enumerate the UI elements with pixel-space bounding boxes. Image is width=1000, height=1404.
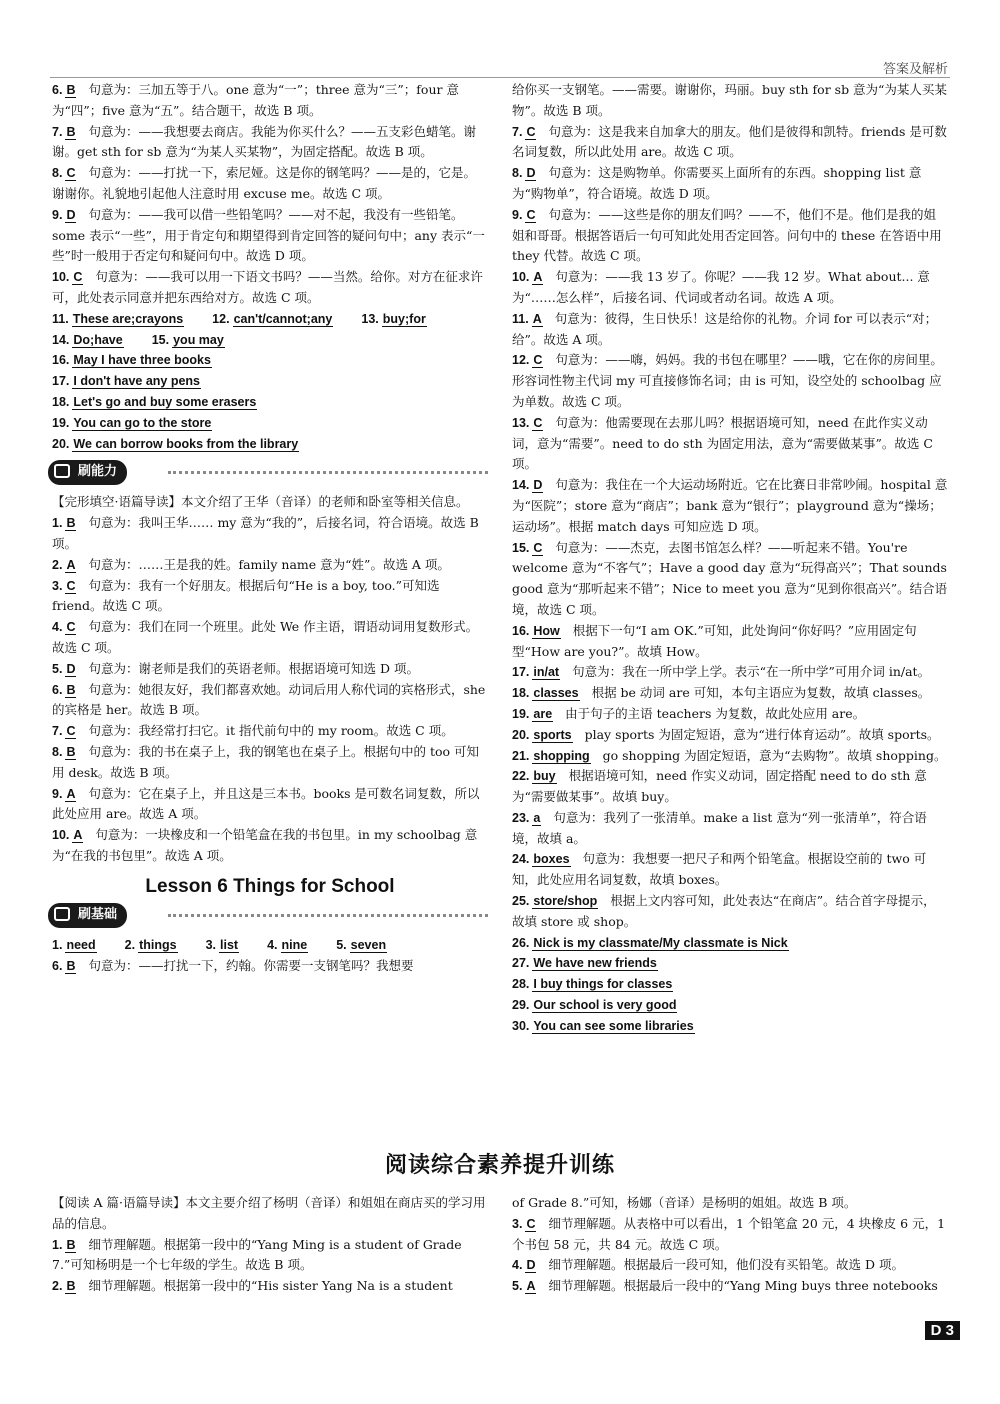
answer-item [512,122,948,164]
answer-item [512,621,948,663]
item-answer: You can go to the store [73,415,212,430]
item-text: 句意为：——嗨，妈妈。我的书包在哪里？——哦，它在你的房间里。形容词性物主代词 my 可直接修饰名词；由 is 可知，设空处的 schoolbag 应为单数。故选 C 项。 [512,352,943,409]
item-number: 19. [512,706,530,721]
answer-item [52,434,488,455]
inline-answer [212,309,345,330]
answer-item [512,725,948,746]
item-answer: C [533,353,543,368]
item-number: 10. [52,828,70,843]
answer-item [512,1255,948,1276]
item-answer: Nick is my classmate/My classmate is Nick [533,935,788,950]
item-answer: How [533,623,560,638]
item-number: 7. [52,724,63,739]
item-answer: buy;for [382,311,426,326]
answer-item [52,80,488,122]
answer-item [512,1214,948,1256]
reading-right-continuation: of Grade 8.”可知，杨娜（音译）是杨明的姐姐。故选 B 项。 [512,1195,857,1210]
item-number: 13. [512,415,530,430]
item-answer: things [139,938,177,953]
item-answer: B [66,83,76,97]
right-items [512,122,948,933]
item-text: 句意为：——打扰一下，索尼娅。这是你的钢笔吗？——是的，它是。谢谢你。礼貌地引起他人注意时用 excuse me。故选 C 项。 [52,165,476,201]
item-text: 句意为：这是我来自加拿大的朋友。他们是彼得和凯特。friends 是可数名词复数，所以此处用 are。故选 C 项。 [512,123,947,160]
item-answer: C [526,207,536,222]
cloze-intro: 【完形填空·语篇导读】本文介绍了王华（音译）的老师和卧室等相关信息。 [52,494,469,510]
header-rule [50,77,950,78]
answer-item [52,163,488,205]
item-answer: seven [350,938,387,953]
item-answer: We have new friends [533,956,657,971]
item-number: 18. [512,686,530,701]
inline-answer [152,330,237,351]
item-number: 30. [512,1018,530,1033]
item-text: 根据语境可知，need 作实义动词，固定搭配 need to do sth 意为“需要做某事”。故填 buy。 [512,768,927,805]
item-answer: C [66,166,76,181]
item-text: 由于句子的主语 teachers 为复数，故此处应用 are。 [565,705,866,721]
item-number: 12. [212,311,230,326]
answer-item [512,350,948,412]
answer-item [52,721,488,742]
item-answer: A [533,270,543,285]
item-text: 句意为：我想要一把尺子和两个铅笔盒。根据设空前的 two 可知，此处应用名词复数，故填 boxes。 [512,851,927,888]
item-answer: A [66,786,76,801]
item-number: 20. [52,436,70,451]
item-number: 8. [52,744,63,759]
item-text: 细节理解题。从表格中可以看出，1 个铅笔盒 20 元，4 块橡皮 6 元，1 个书包 58 元，共 84 元。故选 C 项。 [512,1215,946,1252]
dotted-divider [168,471,488,474]
reading-left-items [52,1235,488,1297]
item-number: 20. [512,727,530,742]
item-text: 句意为：三加五等于八。one 意为“一”；three 意为“三”；four 意为“四”；five 意为“五”。结合题干，故选 B 项。 [52,82,459,118]
dotted-divider [168,914,488,917]
item-answer: B [66,124,76,139]
item-text: 句意为：——杰克，去图书馆怎么样？——听起来不错。You're welcome 意为“不客气”；Have a good day 意为“玩得高兴”；That sounds good 意为“那听起来不错”；Nice to meet you 意为“见到你很高兴”。结合语境，故选 C 项。 [512,539,948,617]
item-text: 句意为：她很友好，我们都喜欢她。动词后用人称代词的宾格形式，she 的宾格是 her。故选 B 项。 [52,681,486,718]
reading-intro: 【阅读 A 篇·语篇导读】本文主要介绍了杨明（音译）和姐姐在商店买的学习用品的信息。 [52,1195,486,1231]
item-answer: C [73,270,83,285]
item-text: 句意为：我们在同一个班里。此处 We 作主语，谓语动词用复数形式。故选 C 项。 [52,619,479,655]
item-answer: a [533,810,541,825]
item-number: 4. [52,620,63,635]
answer-item [52,392,488,413]
item-number: 17. [512,665,530,680]
right-written [512,933,948,1037]
item-answer: classes [533,686,579,701]
item-answer: need [66,938,96,953]
item-number: 2. [124,938,136,953]
answer-item [512,891,948,933]
item-answer: sports [533,727,572,742]
item-text: 句意为：我有一个好朋友。根据后句“He is a boy, too.”可知选 friend。故选 C 项。 [52,577,440,614]
item-text: 句意为：我叫王华…… my 意为“我的”，后接名词，符合语境。故选 B 项。 [52,515,479,551]
item-answer: Let's go and buy some erasers [73,394,257,409]
right-column [512,80,948,1037]
item-text: 句意为：我列了一张清单。make a list 意为“列一张清单”，符合语境，故填 a。 [512,809,927,846]
answer-item [52,1276,488,1297]
answer-item [512,413,948,475]
item-answer: are [533,706,553,721]
item-number: 29. [512,998,530,1013]
section-ability: 刷能力 [48,460,127,485]
item-text: 根据上文内容可知，此处表达“在商店”。结合首字母提示，故填 store 或 shop。 [512,893,936,929]
item-text: 细节理解题。根据第一段中的“His sister Yang Na is a student [88,1278,453,1294]
item-answer: can't/cannot;any [233,311,333,326]
item-text: 句意为：——我想要去商店。我能为你买什么？——五支彩色蜡笔。谢谢。get sth for sb 意为“为某人买某物”，为固定搭配。故选 B 项。 [52,123,476,160]
item-answer: May I have three books [73,353,211,368]
item-text: 细节理解题。根据第一段中的“Yang Ming is a student of Grade 7.”可知杨明是一个七年级的学生。故选 B 项。 [52,1236,462,1273]
item-text: 句意为：一块橡皮和一个铅笔盒在我的书包里。in my schoolbag 意为“在我的书包里”。故选 A 项。 [52,827,478,863]
answer-item [52,205,488,267]
header-title: 答案及解析 [882,62,948,77]
item-number: 18. [52,394,70,409]
item-number: 16. [512,623,530,638]
item-text: 细节理解题。根据最后一段可知，他们没有买铅笔。故选 D 项。 [548,1257,904,1273]
item-number: 16. [52,353,70,368]
item-text: 句意为：这是购物单。你需要买上面所有的东西。shopping list 意为“购物单”，符合语境。故选 D 项。 [512,165,922,201]
item-number: 3. [52,578,63,593]
item-answer: boxes [533,852,570,867]
left-items [52,80,488,309]
item-text: 句意为：谢老师是我们的英语老师。根据语境可知选 D 项。 [88,660,419,676]
answer-item [512,683,948,704]
answer-item [512,704,948,725]
item-number: 2. [52,557,63,572]
section-basic: 刷基础 [48,903,127,928]
answer-item [512,267,948,309]
answer-item [52,513,488,555]
item-number: 13. [361,311,379,326]
answer-item [512,1276,948,1297]
item-answer: B [66,744,76,759]
item-answer: B [66,959,76,974]
item-answer: in/at [533,665,560,680]
item-number: 19. [52,415,70,430]
item-number: 7. [512,124,523,139]
left-written [52,350,488,454]
item-answer: D [526,166,536,181]
item-answer: buy [533,769,556,784]
item-number: 5. [512,1279,523,1294]
item-number: 27. [512,956,530,971]
item-text: 根据下一句“I am OK.”可知，此处询问“你好吗？”应用固定句型“How are you?”。故填 How。 [512,622,917,659]
lesson-title: Lesson 6 Things for School [145,875,395,897]
item-text: 句意为：我住在一个大运动场附近。它在比赛日非常吵闹。hospital 意为“医院”；store 意为“商店”；bank 意为“银行”；playground 意为“操场；运动场”。根据 match days 可知应选 D 项。 [512,477,948,534]
item-number: 14. [512,478,530,493]
item-answer: Do;have [73,332,123,347]
item-number: 4. [512,1258,523,1273]
item-answer: A [532,311,542,326]
item-number: 10. [512,270,530,285]
item-text: 句意为：他需要现在去那儿吗？根据语境可知，need 在此作实义动词，意为“需要”。need to do sth 为固定用法，意为“需要做某事”。故选 C 项。 [512,414,933,472]
answer-item [52,784,488,826]
item-answer: We can borrow books from the library [73,436,299,451]
item-answer: A [526,1279,536,1294]
answer-item [52,122,488,164]
item-answer: I don't have any pens [73,374,201,389]
item-answer: shopping [533,748,590,763]
item-number: 23. [512,810,530,825]
item-number: 1. [52,938,63,953]
item-number: 9. [52,786,63,801]
item-text: 句意为：彼得，生日快乐！这是给你的礼物。介词 for 可以表示“对；给”。故选 A 项。 [512,310,938,347]
item-number: 10. [52,270,70,285]
item-answer: you may [173,332,224,347]
answer-item [512,1016,948,1037]
written-row-1 [52,309,488,330]
answer-item [52,576,488,618]
answer-item [52,680,488,722]
section-basic-banner [48,903,488,927]
item-number: 15. [151,332,170,347]
answer-item [512,995,948,1016]
reading-right-items [512,1214,948,1297]
inline-answer [336,935,399,956]
answer-item [52,659,488,680]
item-number: 25. [512,894,530,909]
answer-item [512,205,948,267]
item-answer: C [66,724,76,739]
reading-title: 阅读综合素养提升训练 [384,1153,615,1178]
item-text: go shopping 为固定短语，意为“去购物”。故填 shopping。 [602,747,947,763]
answer-item [52,617,488,659]
answer-item [512,933,948,954]
page-number: D 3 [925,1321,960,1340]
item-answer: C [526,1216,536,1231]
item-number: 21. [512,748,530,763]
item-answer: C [533,540,543,555]
answer-item [512,746,948,767]
item-text: 句意为：我经常打扫它。it 指代前句中的 my room。故选 C 项。 [88,723,454,739]
answer-item [512,953,948,974]
item-answer: C [526,124,536,139]
item-text: 句意为：……王是我的姓。family name 意为“姓”。故选 A 项。 [88,556,450,572]
item-text: 句意为：我的书在桌子上，我的钢笔也在桌子上。根据句中的 too 可知用 desk。故选 B 项。 [52,743,479,780]
cloze-items [52,513,488,867]
item-number: 3. [205,938,216,953]
answer-item [512,974,948,995]
item-number: 15. [512,540,530,555]
item-number: 22. [512,769,530,784]
item-answer: D [66,207,76,222]
answer-item [512,766,948,808]
item-text: 句意为：——这些是你的朋友们吗？——不，他们不是。他们是我的姐姐和哥哥。根据答语后一句可知此处用否定回答。问句中的 these 在答语中用 they 代替。故选 C 项。 [512,206,942,264]
item-number: 17. [52,374,70,389]
item-text: 句意为：它在桌子上，并且这是三本书。books 是可数名词复数，所以此处应用 are。故选 A 项。 [52,785,480,822]
item-number: 9. [512,207,523,222]
basic-item-6 [52,956,488,977]
basic-words [52,935,488,956]
inline-answer [361,309,438,330]
answer-item [52,350,488,371]
item-answer: nine [281,938,308,953]
section-ability-banner [48,460,488,484]
left-column [52,80,488,977]
inline-answer [52,330,136,351]
item-answer: store/shop [533,894,598,909]
item-text: play sports 为固定短语，意为“进行体育运动”。故填 sports。 [584,726,940,742]
item-number: 5. [52,661,63,676]
item-answer: B [66,1279,76,1294]
item-answer: Our school is very good [533,998,677,1013]
item-number: 8. [52,166,63,181]
item-answer: B [66,1237,76,1252]
item-answer: You can see some libraries [533,1018,694,1033]
item-text: 句意为：——我可以借一些铅笔吗？——对不起，我没有一些铅笔。some 表示“一些”，用于肯定句和期望得到肯定回答的疑问句中；any 表示“一些”时一般用于否定句和疑问句中。故选 D 项。 [52,206,485,264]
answer-item [52,371,488,392]
item-number: 26. [512,935,530,950]
written-row-2 [52,330,488,351]
item-number: 4. [267,938,278,953]
item-number: 3. [512,1216,523,1231]
item-answer: D [526,1258,536,1273]
item-number: 6. [52,959,63,974]
item-text: 句意为：我在一所中学上学。表示“在一所中学”可用介词 in/at。 [572,664,931,680]
inline-answer [125,935,190,956]
item-number: 12. [512,353,530,368]
answer-item [52,825,488,867]
answer-item [52,413,488,434]
item-number: 5. [336,938,347,953]
item-text: 句意为：——我可以用一下语文书吗？——当然。给你。对方在征求许可，此处表示同意并把东西给对方。故选 C 项。 [52,269,483,305]
item-number: 7. [52,124,63,139]
item-answer: C [533,415,543,430]
item-number: 1. [52,516,63,531]
reading-right-column [512,1193,948,1297]
inline-answer [52,309,196,330]
answer-item [512,808,948,850]
item-answer: A [66,557,76,572]
item-answer: B [66,682,76,697]
item-number: 6. [52,83,63,97]
item-number: 6. [52,682,63,697]
inline-answer [206,935,252,956]
item-number: 14. [52,332,70,347]
answer-item [512,662,948,683]
item-number: 11. [52,311,69,326]
item-number: 8. [512,166,523,181]
answer-item [52,742,488,784]
answer-item [512,309,948,351]
right-continuation: 给你买一支钢笔。——需要。谢谢你，玛丽。buy sth for sb 意为“为某人买某物”。故选 B 项。 [512,82,947,118]
inline-answer [267,935,320,956]
reading-left-column [52,1193,488,1297]
item-text: 句意为：——打扰一下，约翰。你需要一支钢笔吗？我想要 [88,958,414,974]
item-text: 细节理解题。根据最后一段中的“Yang Ming buys three notebooks [548,1278,938,1294]
item-text: 句意为：——我 13 岁了。你呢？——我 12 岁。What about... 意为“……怎么样”，后接名词、代词或者动名词。故选 A 项。 [512,269,930,305]
item-answer: These are;crayons [72,311,184,326]
answer-item [512,163,948,205]
item-number: 1. [52,1237,63,1252]
item-number: 2. [52,1279,63,1294]
item-number: 28. [512,977,530,992]
answer-item [52,555,488,576]
item-answer: C [66,578,76,593]
answer-item [512,475,948,537]
item-answer: I buy things for classes [533,977,673,992]
item-answer: D [533,478,543,493]
item-answer: A [73,828,83,843]
item-answer: B [66,516,76,531]
item-number: 11. [512,311,529,326]
answer-item [512,538,948,621]
item-number: 9. [52,207,63,222]
inline-answer [52,935,109,956]
item-number: 24. [512,852,530,867]
answer-item [512,849,948,891]
item-answer: D [66,661,76,676]
item-text: 根据 be 动词 are 可知，本句主语应为复数，故填 classes。 [591,685,931,701]
item-answer: list [220,938,239,953]
answer-item [52,1235,488,1277]
answer-item [52,267,488,309]
item-answer: C [66,620,76,635]
